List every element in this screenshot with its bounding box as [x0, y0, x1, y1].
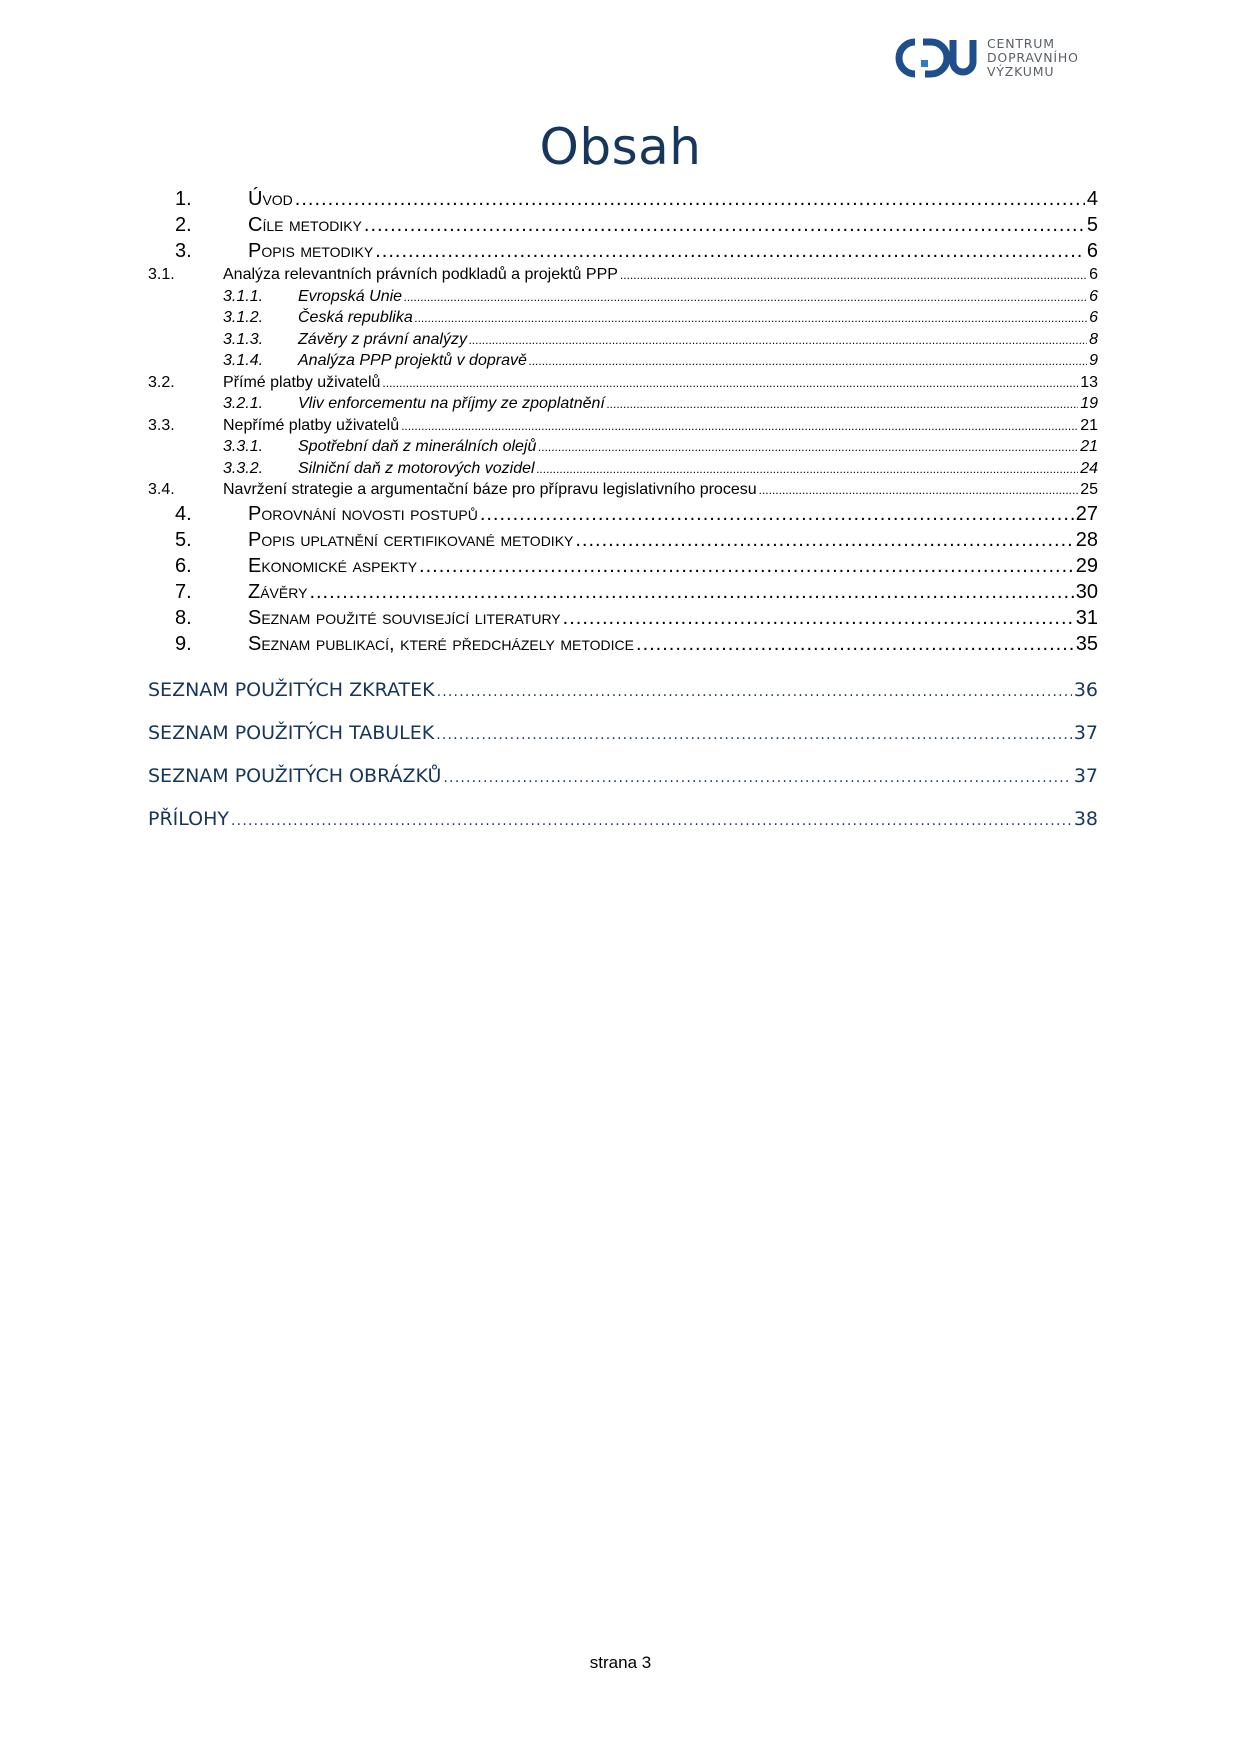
toc-page-number: 6: [1089, 287, 1098, 305]
toc-number: 4.: [175, 502, 192, 525]
toc-entry-subsection-3-1-3[interactable]: [148, 329, 1098, 351]
toc-label: Spotřební daň z minerálních olejů: [298, 438, 537, 455]
toc-page-number: 38: [1073, 807, 1098, 830]
page-title: Obsah: [539, 118, 702, 176]
logo-line: CENTRUM: [987, 36, 1055, 51]
toc-page-number: 28: [1075, 528, 1098, 551]
toc-page-number: 36: [1073, 678, 1098, 701]
toc-page-number: 27: [1075, 502, 1098, 525]
toc-number: 9.: [175, 632, 192, 655]
toc-page-number: 35: [1075, 632, 1098, 655]
page-footer: strana 3: [589, 1653, 652, 1672]
toc-label: Ekonomické aspekty: [248, 554, 418, 577]
toc-number: 7.: [175, 580, 192, 603]
toc-page-number: 9: [1089, 352, 1098, 369]
toc-label: Popis uplatnění certifikované metodiky: [248, 528, 574, 551]
toc-leader-dots: [563, 605, 1074, 631]
logo-wordmark: [987, 37, 1079, 79]
logo-line: DOPRAVNÍHO: [987, 50, 1079, 65]
toc-label: SEZNAM POUŽITÝCH OBRÁZKŮ: [148, 764, 442, 787]
toc-number: 3.1.2.: [223, 309, 264, 326]
toc-label: Česká republika: [298, 309, 413, 326]
toc-number: 3.4.: [148, 481, 175, 498]
toc-page-number: 8: [1089, 330, 1098, 348]
toc-page-number: 25: [1080, 481, 1098, 498]
toc-label: Evropská Unie: [298, 287, 403, 305]
toc-entry-abbreviations[interactable]: [148, 669, 1098, 712]
toc-page-number: 4: [1086, 188, 1098, 210]
toc-label: Přímé platby uživatelů: [223, 373, 381, 391]
toc-label: SEZNAM POUŽITÝCH ZKRATEK: [148, 678, 435, 701]
toc-page-number: 37: [1073, 764, 1098, 787]
toc-leader-dots: [364, 212, 1085, 238]
toc-label: Silniční daň z motorových vozidel: [298, 459, 535, 477]
toc-label: Analýza PPP projektů v dopravě: [298, 352, 527, 369]
toc-number: 3.1.4.: [223, 352, 264, 369]
toc-number: 3.3.2.: [223, 459, 264, 477]
toc-entry-section-3-4[interactable]: [148, 479, 1098, 501]
toc-number: 3.1.: [148, 266, 175, 283]
toc-entry-chapter-8[interactable]: [148, 605, 1098, 631]
toc-label: Seznam použité související literatury: [248, 606, 561, 629]
toc-leader-dots: [469, 330, 1087, 352]
toc-page-number: 21: [1080, 416, 1098, 434]
toc-leader-dots: [231, 800, 1072, 843]
toc-entry-chapter-9[interactable]: [148, 631, 1098, 657]
toc-entry-subsection-3-1-1[interactable]: [148, 286, 1098, 308]
toc-entry-chapter-5[interactable]: [148, 527, 1098, 553]
toc-page-number: 37: [1073, 721, 1098, 744]
toc-label: Navržení strategie a argumentační báze pro přípravu legislativního procesu: [223, 481, 757, 498]
toc-entry-chapter-6[interactable]: [148, 553, 1098, 579]
toc-leader-dots: [436, 714, 1072, 757]
toc-leader-dots: [636, 631, 1074, 657]
logo-line: VÝZKUMU: [987, 64, 1055, 79]
toc-entry-figures[interactable]: [148, 755, 1098, 798]
toc-entry-chapter-3[interactable]: [148, 238, 1098, 264]
toc-label: Úvod: [248, 188, 293, 210]
toc-label: Závěry: [248, 580, 308, 603]
toc-number: 5.: [175, 528, 192, 551]
toc-leader-dots: [309, 579, 1073, 605]
toc-number: 3.3.: [148, 416, 175, 434]
toc-number: 3.3.1.: [223, 438, 264, 455]
toc-label: Porovnání novosti postupů: [248, 502, 478, 525]
toc-leader-dots: [620, 265, 1087, 287]
toc-label: PŘÍLOHY: [148, 807, 230, 830]
toc-entry-subsection-3-3-1[interactable]: [148, 436, 1098, 458]
toc-page-number: 24: [1080, 459, 1098, 477]
toc-leader-dots: [404, 287, 1087, 309]
toc-leader-dots: [443, 757, 1071, 800]
toc-entry-section-3-1[interactable]: [148, 264, 1098, 286]
toc-number: 1.: [175, 188, 192, 210]
toc-label: Nepřímé platby uživatelů: [223, 416, 400, 434]
toc-page-number: 13: [1080, 373, 1098, 391]
toc-leader-dots: [375, 238, 1085, 264]
toc-label: SEZNAM POUŽITÝCH TABULEK: [148, 721, 435, 744]
toc-page-number: 21: [1080, 438, 1098, 455]
toc-label: Popis metodiky: [248, 240, 374, 262]
toc-label: Vliv enforcementu na příjmy ze zpoplatnění: [298, 395, 605, 412]
toc-page-number: 29: [1075, 554, 1098, 577]
toc-label: Cíle metodiky: [248, 214, 362, 236]
toc-entry-section-3-3[interactable]: [148, 415, 1098, 437]
toc-number: 3.1.1.: [223, 287, 264, 305]
toc-leader-dots: [529, 351, 1087, 373]
toc-leader-dots: [607, 394, 1078, 416]
toc-page-number: 30: [1075, 580, 1098, 603]
toc-number: 3.2.1.: [223, 395, 264, 412]
toc-page-number: 6: [1086, 240, 1098, 262]
toc-number: 2.: [175, 214, 192, 236]
cdv-logo-mark-icon: [895, 36, 979, 80]
toc-entry-subsection-3-3-2[interactable]: [148, 458, 1098, 480]
toc-leader-dots: [295, 186, 1085, 212]
toc-number: 6.: [175, 554, 192, 577]
toc-leader-dots: [480, 501, 1074, 527]
toc-number: 3.1.3.: [223, 330, 264, 348]
toc-label: Závěry z právní analýzy: [298, 330, 467, 348]
toc-leader-dots: [419, 553, 1074, 579]
toc-page-number: 6: [1089, 266, 1098, 283]
toc-label: Seznam publikací, které předcházely metodice: [248, 632, 635, 655]
toc-number: 3.2.: [148, 373, 175, 391]
toc-page-number: 19: [1080, 395, 1098, 412]
toc-page-number: 5: [1086, 214, 1098, 236]
toc-entry-tables[interactable]: [148, 712, 1098, 755]
toc-entry-chapter-2[interactable]: [148, 212, 1098, 238]
toc-leader-dots: [759, 480, 1079, 502]
toc-entry-subsection-3-1-4[interactable]: [148, 350, 1098, 372]
toc-page-number: 6: [1089, 309, 1098, 326]
toc-entry-chapter-1[interactable]: [148, 186, 1098, 212]
toc-entry-section-3-2[interactable]: [148, 372, 1098, 394]
toc-entry-subsection-3-1-2[interactable]: [148, 307, 1098, 329]
toc-leader-dots: [437, 671, 1072, 714]
toc-leader-dots: [415, 308, 1087, 330]
cdv-logo: [895, 32, 1095, 84]
toc-entry-subsection-3-2-1[interactable]: [148, 393, 1098, 415]
toc-entry-chapter-7[interactable]: [148, 579, 1098, 605]
toc-number: 3.: [175, 240, 192, 262]
toc-number: 8.: [175, 606, 192, 629]
toc-entry-attachments[interactable]: [148, 798, 1098, 841]
toc-label: Analýza relevantních právních podkladů a projektů PPP: [223, 266, 618, 283]
toc-leader-dots: [401, 416, 1078, 438]
toc-leader-dots: [382, 373, 1078, 395]
toc-leader-dots: [575, 527, 1073, 553]
table-of-contents: [148, 186, 1098, 841]
toc-leader-dots: [537, 459, 1079, 481]
toc-entry-chapter-4[interactable]: [148, 501, 1098, 527]
toc-page-number: 31: [1075, 606, 1098, 629]
toc-leader-dots: [538, 437, 1078, 459]
